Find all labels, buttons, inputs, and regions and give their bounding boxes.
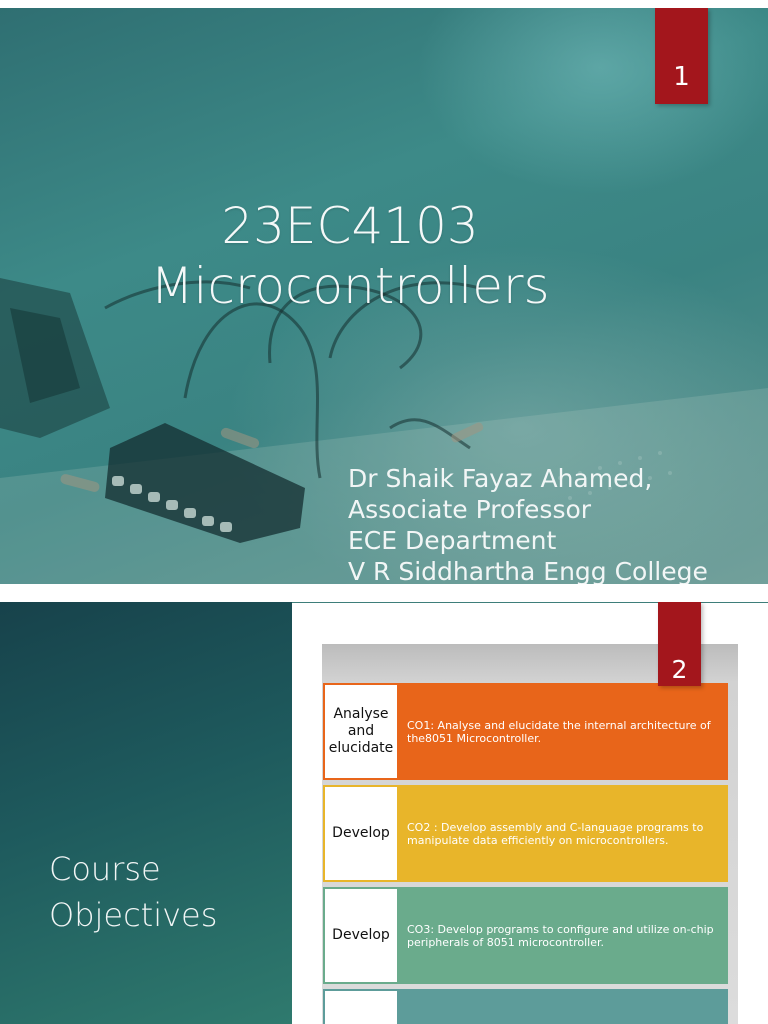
- title-slide: [0, 8, 768, 584]
- left-panel: [0, 602, 292, 1024]
- course-name: Microcontrollers: [150, 257, 550, 315]
- slide-number: 2: [671, 655, 688, 684]
- presenter-college: V R Siddhartha Engg College: [348, 557, 708, 584]
- presenter-info: [348, 463, 708, 584]
- heading-line-2: Objectives: [49, 896, 218, 934]
- presenter-title: Associate Professor: [348, 495, 592, 524]
- slide-number-badge: [655, 8, 708, 104]
- course-title: [0, 196, 700, 316]
- objective-text: CO1: Analyse and elucidate the internal architecture of the8051 Microcontroller.: [399, 683, 728, 780]
- objective-verb: Analyse and elucidate: [323, 683, 399, 780]
- presenter-name: Dr Shaik Fayaz Ahamed,: [348, 464, 653, 493]
- heading-line-1: Course: [49, 850, 161, 888]
- objective-row: [323, 887, 728, 984]
- objective-verb: [323, 989, 399, 1024]
- slide-number: 1: [673, 62, 690, 92]
- objective-text: CO3: Develop programs to configure and utilize on-chip peripherals of 8051 microcontroller.: [399, 887, 728, 984]
- objective-row: [323, 989, 728, 1024]
- course-code: 23EC4103: [221, 197, 479, 255]
- slide-number-badge: [658, 602, 701, 686]
- objective-row: [323, 683, 728, 780]
- objective-verb: Develop: [323, 785, 399, 882]
- objective-row: [323, 785, 728, 882]
- presenter-department: ECE Department: [348, 526, 557, 555]
- objective-text: CO2 : Develop assembly and C-language programs to manipulate data efficiently on microcontrollers.: [399, 785, 728, 882]
- objective-text: [399, 989, 728, 1024]
- objective-verb: Develop: [323, 887, 399, 984]
- slide-heading: [49, 846, 217, 938]
- objectives-slide: [0, 602, 768, 1024]
